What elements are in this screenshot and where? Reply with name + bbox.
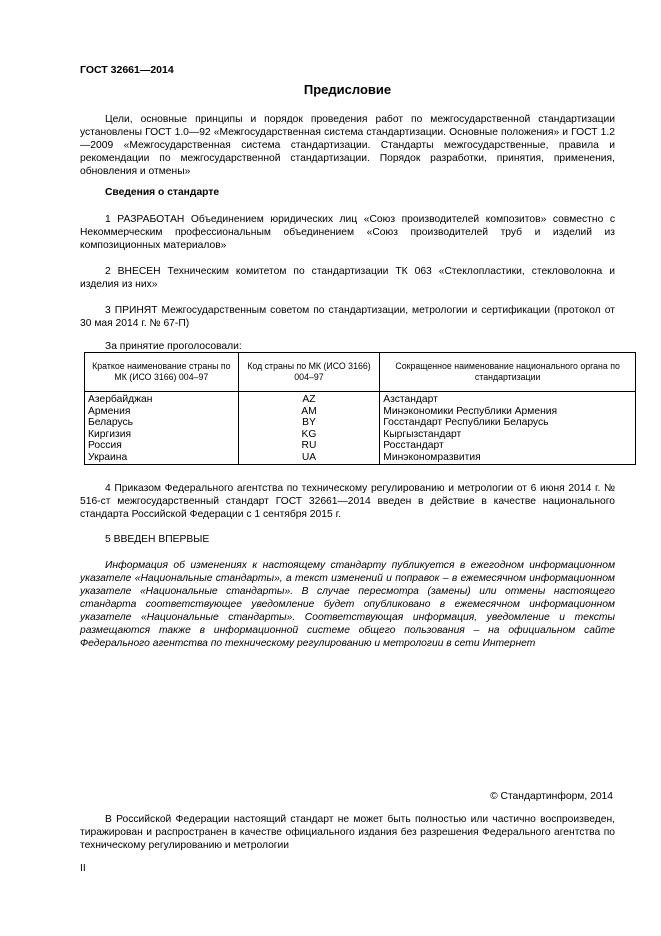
table-row <box>85 392 636 406</box>
country-name: Россия <box>85 440 239 452</box>
page-title: Предисловие <box>303 82 392 97</box>
table-row <box>85 429 636 441</box>
table-row <box>85 417 636 429</box>
change-notice-paragraph: Информация об изменениях к настоящему стандарту публикуется в ежегодном информационном указателе «Национальные стандарты», а текст изменений и поправок – в ежемесячном информационном указателе «Национальные стандарты». В случае пересмотра (замены) или отмены настоящего стандарта соответствующее уведомление будет опубликовано в ежемесячном информационном указателе «Национальные стандарты». Соответствующая информация, уведомление и тексты размещаются также в информационной системе общего пользования – на официальном сайте Федерального агентства по техническому регулированию и метрологии в сети Интернет <box>80 560 615 649</box>
country-name: Армения <box>85 406 239 418</box>
country-code: RU <box>238 440 380 452</box>
table-row <box>85 452 636 464</box>
voting-table <box>84 352 636 465</box>
item-3-paragraph: 3 ПРИНЯТ Межгосударственным советом по стандартизации, метрологии и сертификации (протокол от 30 мая 2014 г. № 67-П) <box>80 305 615 329</box>
vote-caption: За принятие проголосовали: <box>105 341 242 352</box>
table-header-row <box>85 353 636 392</box>
header-country-code: Код страны по МК (ИСО 3166) 004–97 <box>238 353 380 392</box>
standards-body: Азстандарт <box>380 392 636 406</box>
page-number: II <box>80 863 86 874</box>
table-row <box>85 406 636 418</box>
country-code: KG <box>238 429 380 441</box>
standards-body: Минэкономики Республики Армения <box>380 406 636 418</box>
item-4-paragraph: 4 Приказом Федерального агентства по техническому регулированию и метрологии от 6 июня 2014 г. № 516-ст межгосударственный стандарт ГОСТ 32661—2014 введен в действие в качестве национального стандарта Российской Федерации с 1 сентября 2015 г. <box>80 483 615 520</box>
reproduction-notice: В Российской Федерации настоящий стандарт не может быть полностью или частично воспроизведен, тиражирован и распространен в качестве официального издания без разрешения Федерального агентства по техническому регулированию и метрологии <box>80 814 615 851</box>
country-code: BY <box>238 417 380 429</box>
item-2-paragraph: 2 ВНЕСЕН Техническим комитетом по стандартизации ТК 063 «Стеклопластики, стекловолокна и изделия из них» <box>80 266 615 290</box>
country-name: Киргизия <box>85 429 239 441</box>
country-name: Азербайджан <box>85 392 239 406</box>
header-country-name: Краткое наименование страны по МК (ИСО 3166) 004–97 <box>85 353 239 392</box>
standards-body: Росстандарт <box>380 440 636 452</box>
standards-body: Госстандарт Республики Беларусь <box>380 417 636 429</box>
table-row <box>85 440 636 452</box>
standards-body: Кыргызстандарт <box>380 429 636 441</box>
header-standards-body: Сокращенное наименование национального органа по стандартизации <box>380 353 636 392</box>
country-code: AM <box>238 406 380 418</box>
item-5-paragraph: 5 ВВЕДЕН ВПЕРВЫЕ <box>105 534 210 545</box>
country-code: AZ <box>238 392 380 406</box>
item-1-paragraph: 1 РАЗРАБОТАН Объединением юридических лиц «Союз производителей композитов» совместно с Некоммерческим профессиональным объединением «Союз производителей труб и изделий из композиционных материалов» <box>80 214 615 251</box>
country-code: UA <box>238 452 380 464</box>
section-heading: Сведения о стандарте <box>105 187 220 198</box>
intro-paragraph: Цели, основные принципы и порядок проведения работ по межгосударственной стандартизации установлены ГОСТ 1.0—92 «Межгосударственная система стандартизации. Основные положения» и ГОСТ 1.2—2009 «Межгосударственная система стандартизации. Стандарты межгосударственные, правила и рекомендации по межгосударственной стандартизации. Порядок разработки, принятия, применения, обновления и отмены» <box>80 114 615 177</box>
copyright-notice: © Стандартинформ, 2014 <box>490 791 613 802</box>
document-header: ГОСТ 32661—2014 <box>80 64 174 76</box>
country-name: Украина <box>85 452 239 464</box>
country-name: Беларусь <box>85 417 239 429</box>
standards-body: Минэкономразвития <box>380 452 636 464</box>
